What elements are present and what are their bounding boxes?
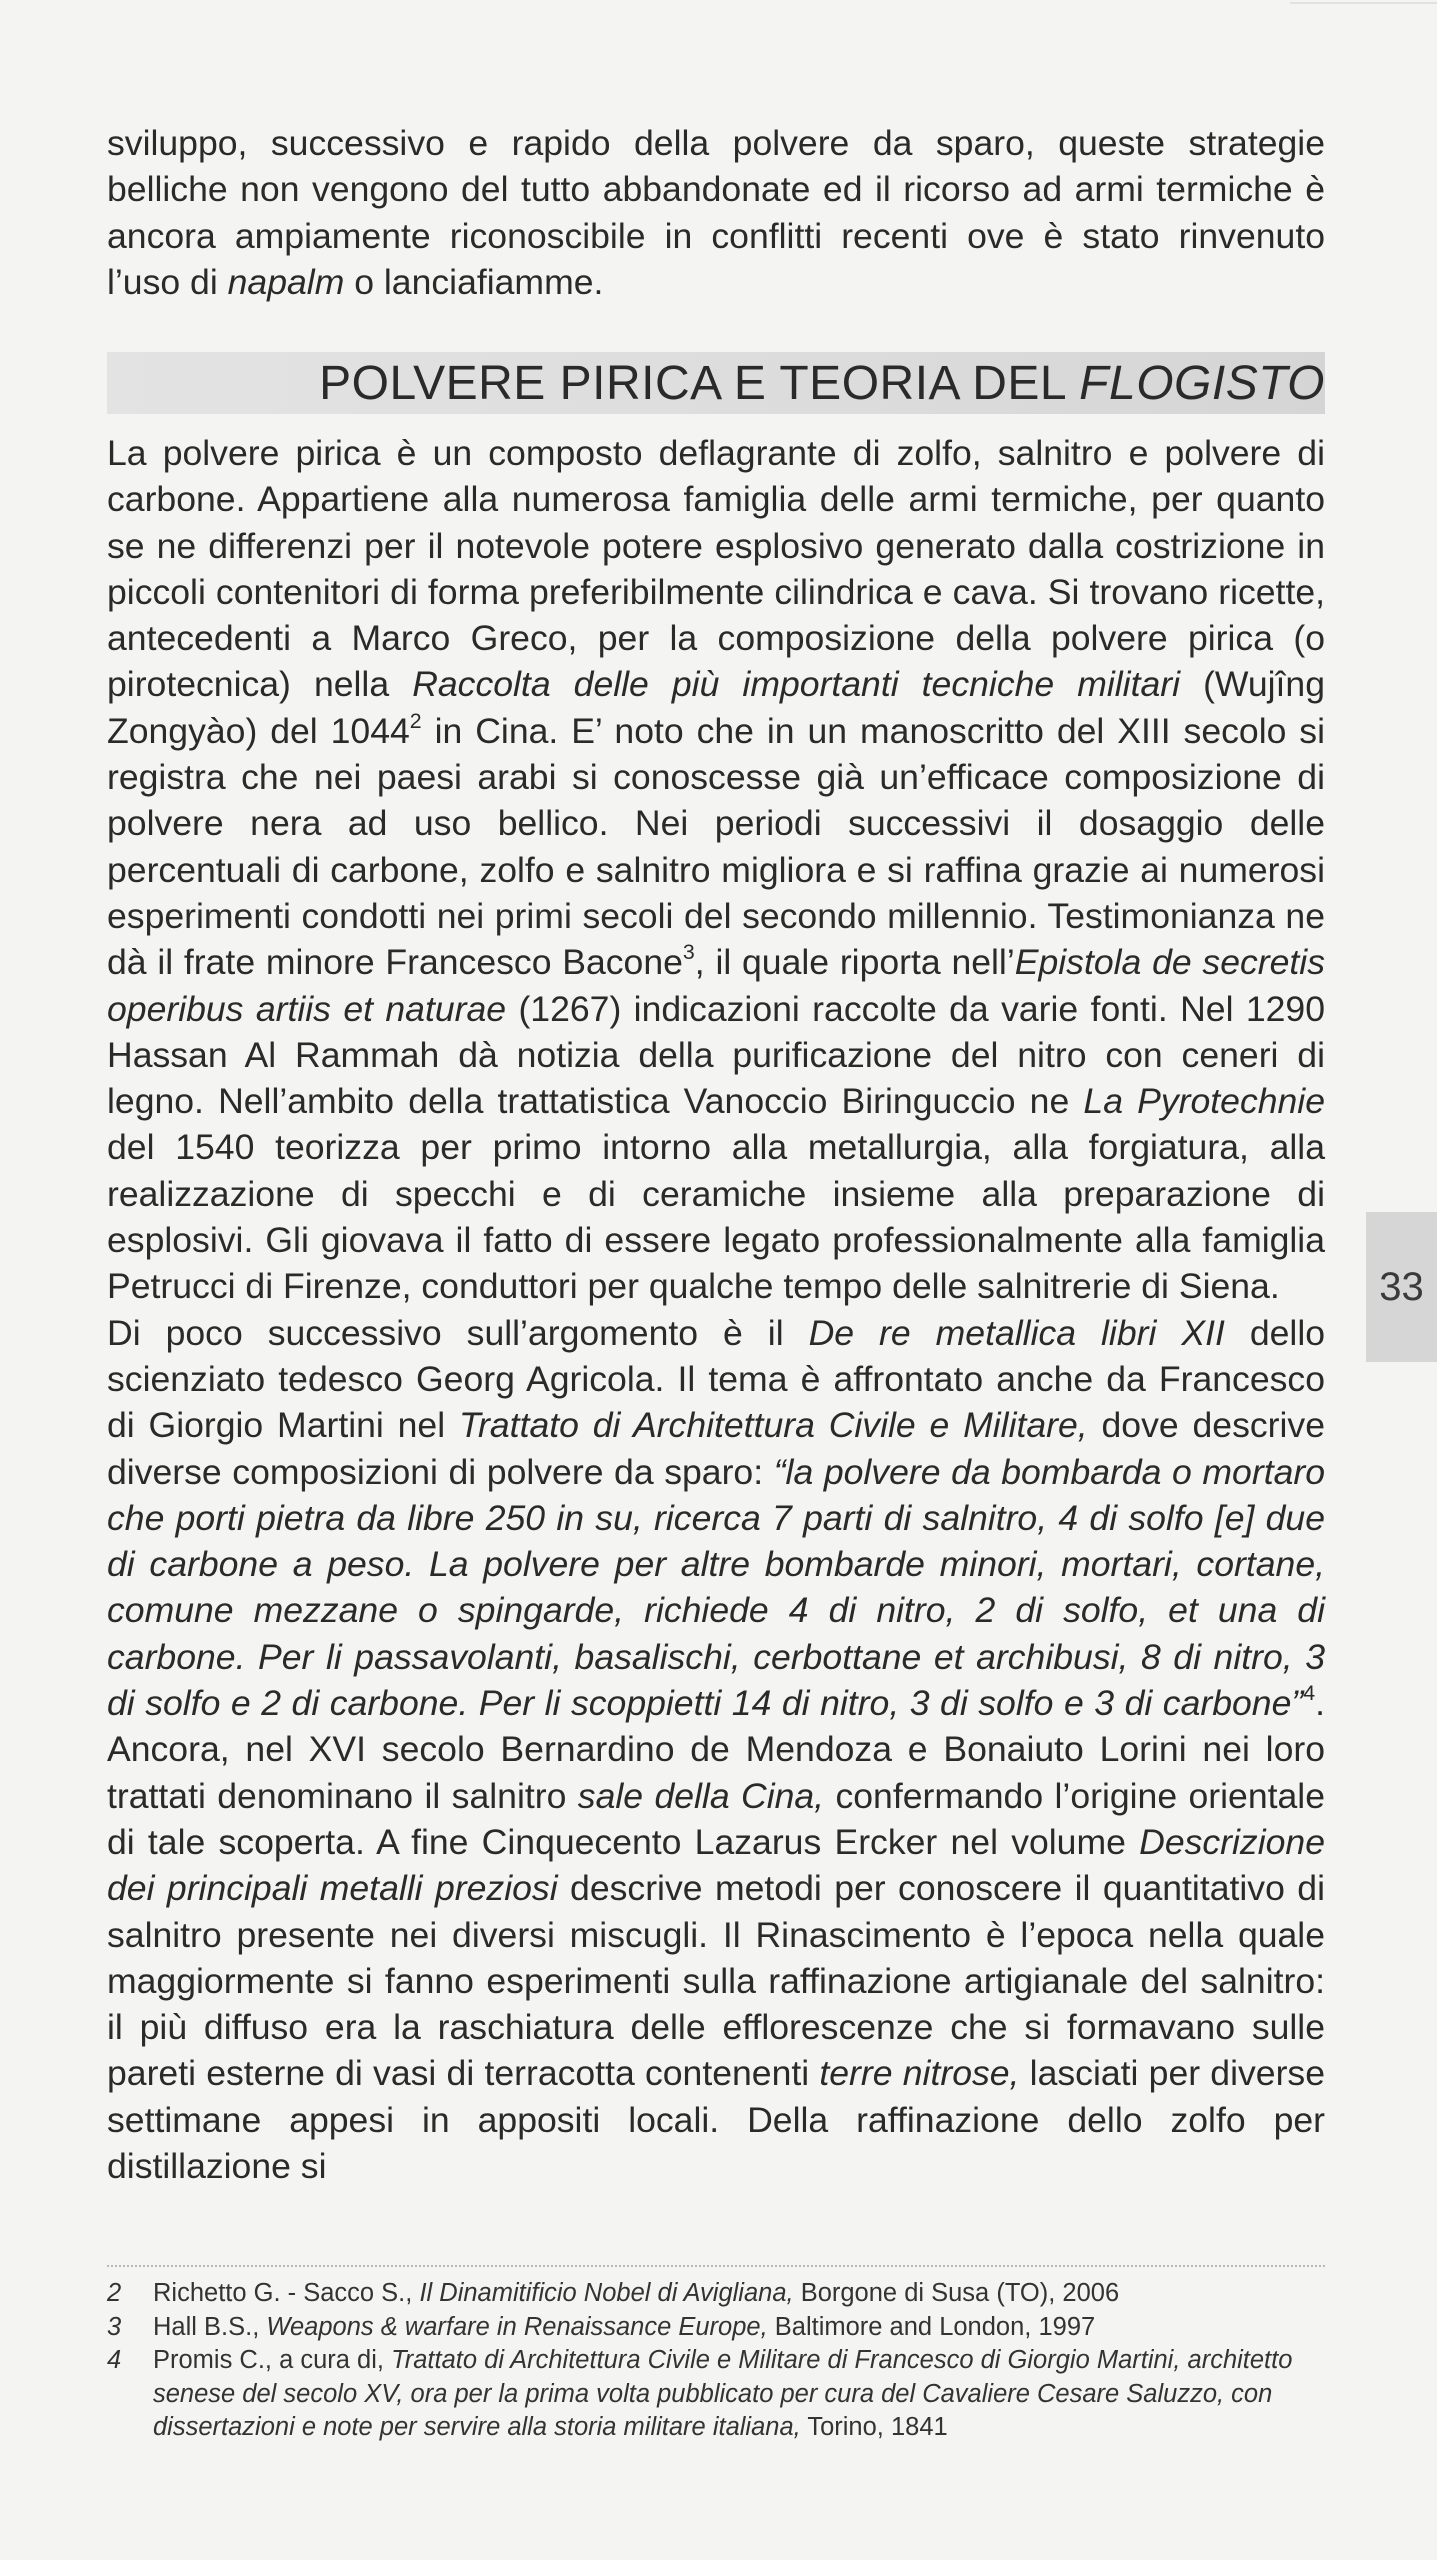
intro-s1: sviluppo, successivo e rapido della polvere da sparo, queste strategie belliche non vengono del tutto abbandonate ed il ricorso ad armi termiche è ancora ampiamente riconoscibile in conflitti recenti ove è stato rinvenuto l’uso di bbox=[107, 123, 1325, 302]
section-heading-bar bbox=[107, 352, 1325, 414]
footnote-title: Weapons & warfare in Renaissance Europe, bbox=[266, 2312, 768, 2341]
intro-i1: napalm bbox=[227, 261, 345, 302]
intro-text bbox=[107, 120, 1325, 305]
page-number: 33 bbox=[1379, 1264, 1424, 1309]
p2-i3: “la polvere da bombarda o mortaro che porti pietra da libre 250 in su, ricerca 7 parti di salnitro, 4 di solfo [e] due di carbone a peso. La polvere per altre bombarde minori, mortari, cortane, comune mezzane o spingarde, richiede 4 di nitro, 2 di solfo, et una di carbone. Per li passavolanti, basalischi, cerbottane et archibusi, 8 di nitro, 3 di solfo e 2 di carbone. Per li scoppietti 14 di nitro, 3 di solfo e 3 di carbone” bbox=[107, 1451, 1326, 1724]
intro-s2: o lanciafiamme. bbox=[344, 261, 604, 302]
heading-prefix: POLVERE PIRICA E TEORIA DEL bbox=[319, 356, 1080, 410]
p2-s2: dello scienziato tedesco Georg Agricola. Il tema è affrontato anche da Francesco di Giorgio Martini nel bbox=[107, 1312, 1326, 1446]
footnotes bbox=[107, 2265, 1325, 2445]
p2-i5: Descrizione dei principali metalli preziosi bbox=[107, 1821, 1325, 1909]
section-heading bbox=[319, 356, 1325, 411]
p2-s3: dove descrive diverse composizioni di polvere da sparo: bbox=[107, 1405, 1325, 1492]
paragraph-2 bbox=[107, 1310, 1325, 2190]
p2-i4: sale della Cina, bbox=[577, 1775, 825, 1816]
p2-s7: lasciati per diverse settimane appesi in appositi locali. Della raffinazione dello zolfo per distillazione si bbox=[107, 2053, 1325, 2186]
footnote-number: 4 bbox=[107, 2346, 122, 2374]
p2-s1: Di poco successivo sull’argomento è il bbox=[107, 1312, 809, 1353]
p1-i1: Raccolta delle più importanti tecniche militari bbox=[412, 664, 1181, 705]
footnote-ref-3: 3 bbox=[682, 940, 695, 965]
footnote-publication: Torino, 1841 bbox=[800, 2413, 948, 2441]
intro-paragraph bbox=[107, 120, 1325, 305]
p1-s4: , il quale riporta nell’ bbox=[694, 942, 1015, 983]
footnote-item bbox=[107, 2277, 1325, 2311]
footnote-item bbox=[107, 2344, 1325, 2445]
p1-i3: La Pyrotechnie bbox=[1083, 1081, 1326, 1122]
footnote-author: Hall B.S., bbox=[153, 2312, 267, 2341]
top-edge-rule bbox=[1290, 2, 1437, 4]
footnote-title: Il Dinamitificio Nobel di Avigliana, bbox=[419, 2279, 794, 2307]
p2-i6: terre nitrose, bbox=[819, 2053, 1020, 2094]
footnote-text bbox=[153, 2344, 1325, 2445]
footnote-number: 3 bbox=[107, 2312, 122, 2341]
p2-i2: Trattato di Architettura Civile e Militare, bbox=[458, 1405, 1088, 1446]
main-text bbox=[107, 430, 1325, 2189]
footnote-number: 2 bbox=[107, 2279, 122, 2307]
footnote-item bbox=[107, 2311, 1325, 2345]
p2-i1: De re metallica libri XII bbox=[808, 1312, 1225, 1353]
heading-italic: FLOGISTO bbox=[1079, 356, 1325, 410]
footnote-ref-2: 2 bbox=[409, 708, 422, 733]
p2-s4: . Ancora, nel XVI secolo Bernardino de Mendoza e Bonaiuto Lorini nei loro trattati denominano il salnitro bbox=[107, 1683, 1325, 1816]
p2-s5: confermando l’origine orientale di tale scoperta. A fine Cinquecento Lazarus Ercker nel volume bbox=[107, 1775, 1325, 1862]
p1-s3: in Cina. E’ noto che in un manoscritto del XIII secolo si registra che nei paesi arabi si conoscesse già un’efficace composizione di polvere nera ad uso bellico. Nei periodi successivi il dosaggio delle percentuali di carbone, zolfo e salnitro migliora e si raffina grazie ai numerosi esperimenti condotti nei primi secoli del secondo millennio. Testimonianza ne dà il frate minore Francesco Bacone bbox=[107, 710, 1326, 983]
p2-s6: descrive metodi per conoscere il quantitativo di salnitro presente nei diversi miscugli. Il Rinascimento è l’epoca nella quale maggiormente si fanno esperimenti sulla raffinazione artigianale del salnitro: il più diffuso era la raschiatura delle efflorescenze che si formavano sulle pareti esterne di vasi di terracotta contenenti bbox=[107, 1868, 1325, 2094]
p1-s1: La polvere pirica è un composto deflagrante di zolfo, salnitro e polvere di carbone. Appartiene alla numerosa famiglia delle armi termiche, per quanto se ne differenzi per il notevole potere esplosivo generato dalla costrizione in piccoli contenitori di forma preferibilmente cilindrica e cava. Si trovano ricette, antecedenti a Marco Greco, per la composizione della polvere pirica (o pirotecnica) nella bbox=[107, 433, 1325, 705]
paragraph-1 bbox=[107, 430, 1325, 1310]
p1-i2: Epistola de secretis operibus artiis et naturae bbox=[107, 942, 1326, 1029]
footnote-title: Trattato di Architettura Civile e Militare di Francesco di Giorgio Martini, architetto senese del secolo XV, ora per la prima volta pubblicato per cura del Cavaliere Cesare Saluzzo, con dissertazioni e note per servire alla storia militare italiana, bbox=[153, 2346, 1293, 2441]
footnote-text bbox=[153, 2277, 1325, 2311]
footnote-author: Promis C., a cura di, bbox=[153, 2346, 392, 2374]
footnote-text bbox=[153, 2311, 1325, 2345]
footnote-author: Richetto G. - Sacco S., bbox=[153, 2279, 420, 2307]
page-number-tab bbox=[1366, 1212, 1437, 1362]
footnote-publication: Borgone di Susa (TO), 2006 bbox=[793, 2279, 1120, 2307]
p1-s5: (1267) indicazioni raccolte da varie fonti. Nel 1290 Hassan Al Rammah dà notizia della purificazione del nitro con ceneri di legno. Nell’ambito della trattatistica Vanoccio Biringuccio ne bbox=[107, 988, 1326, 1122]
footnote-ref-4: 4 bbox=[1303, 1681, 1316, 1706]
p1-s6: del 1540 teorizza per primo intorno alla metallurgia, alla forgiatura, alla realizzazione di specchi e di ceramiche insieme alla preparazione di esplosivi. Gli giovava il fatto di essere legato professionalmente alla famiglia Petrucci di Firenze, conduttori per qualche tempo delle salnitrerie di Siena. bbox=[107, 1127, 1325, 1307]
footnote-publication: Baltimore and London, 1997 bbox=[767, 2312, 1096, 2341]
p1-s2: (Wujîng Zongyào) del 1044 bbox=[107, 664, 1326, 751]
